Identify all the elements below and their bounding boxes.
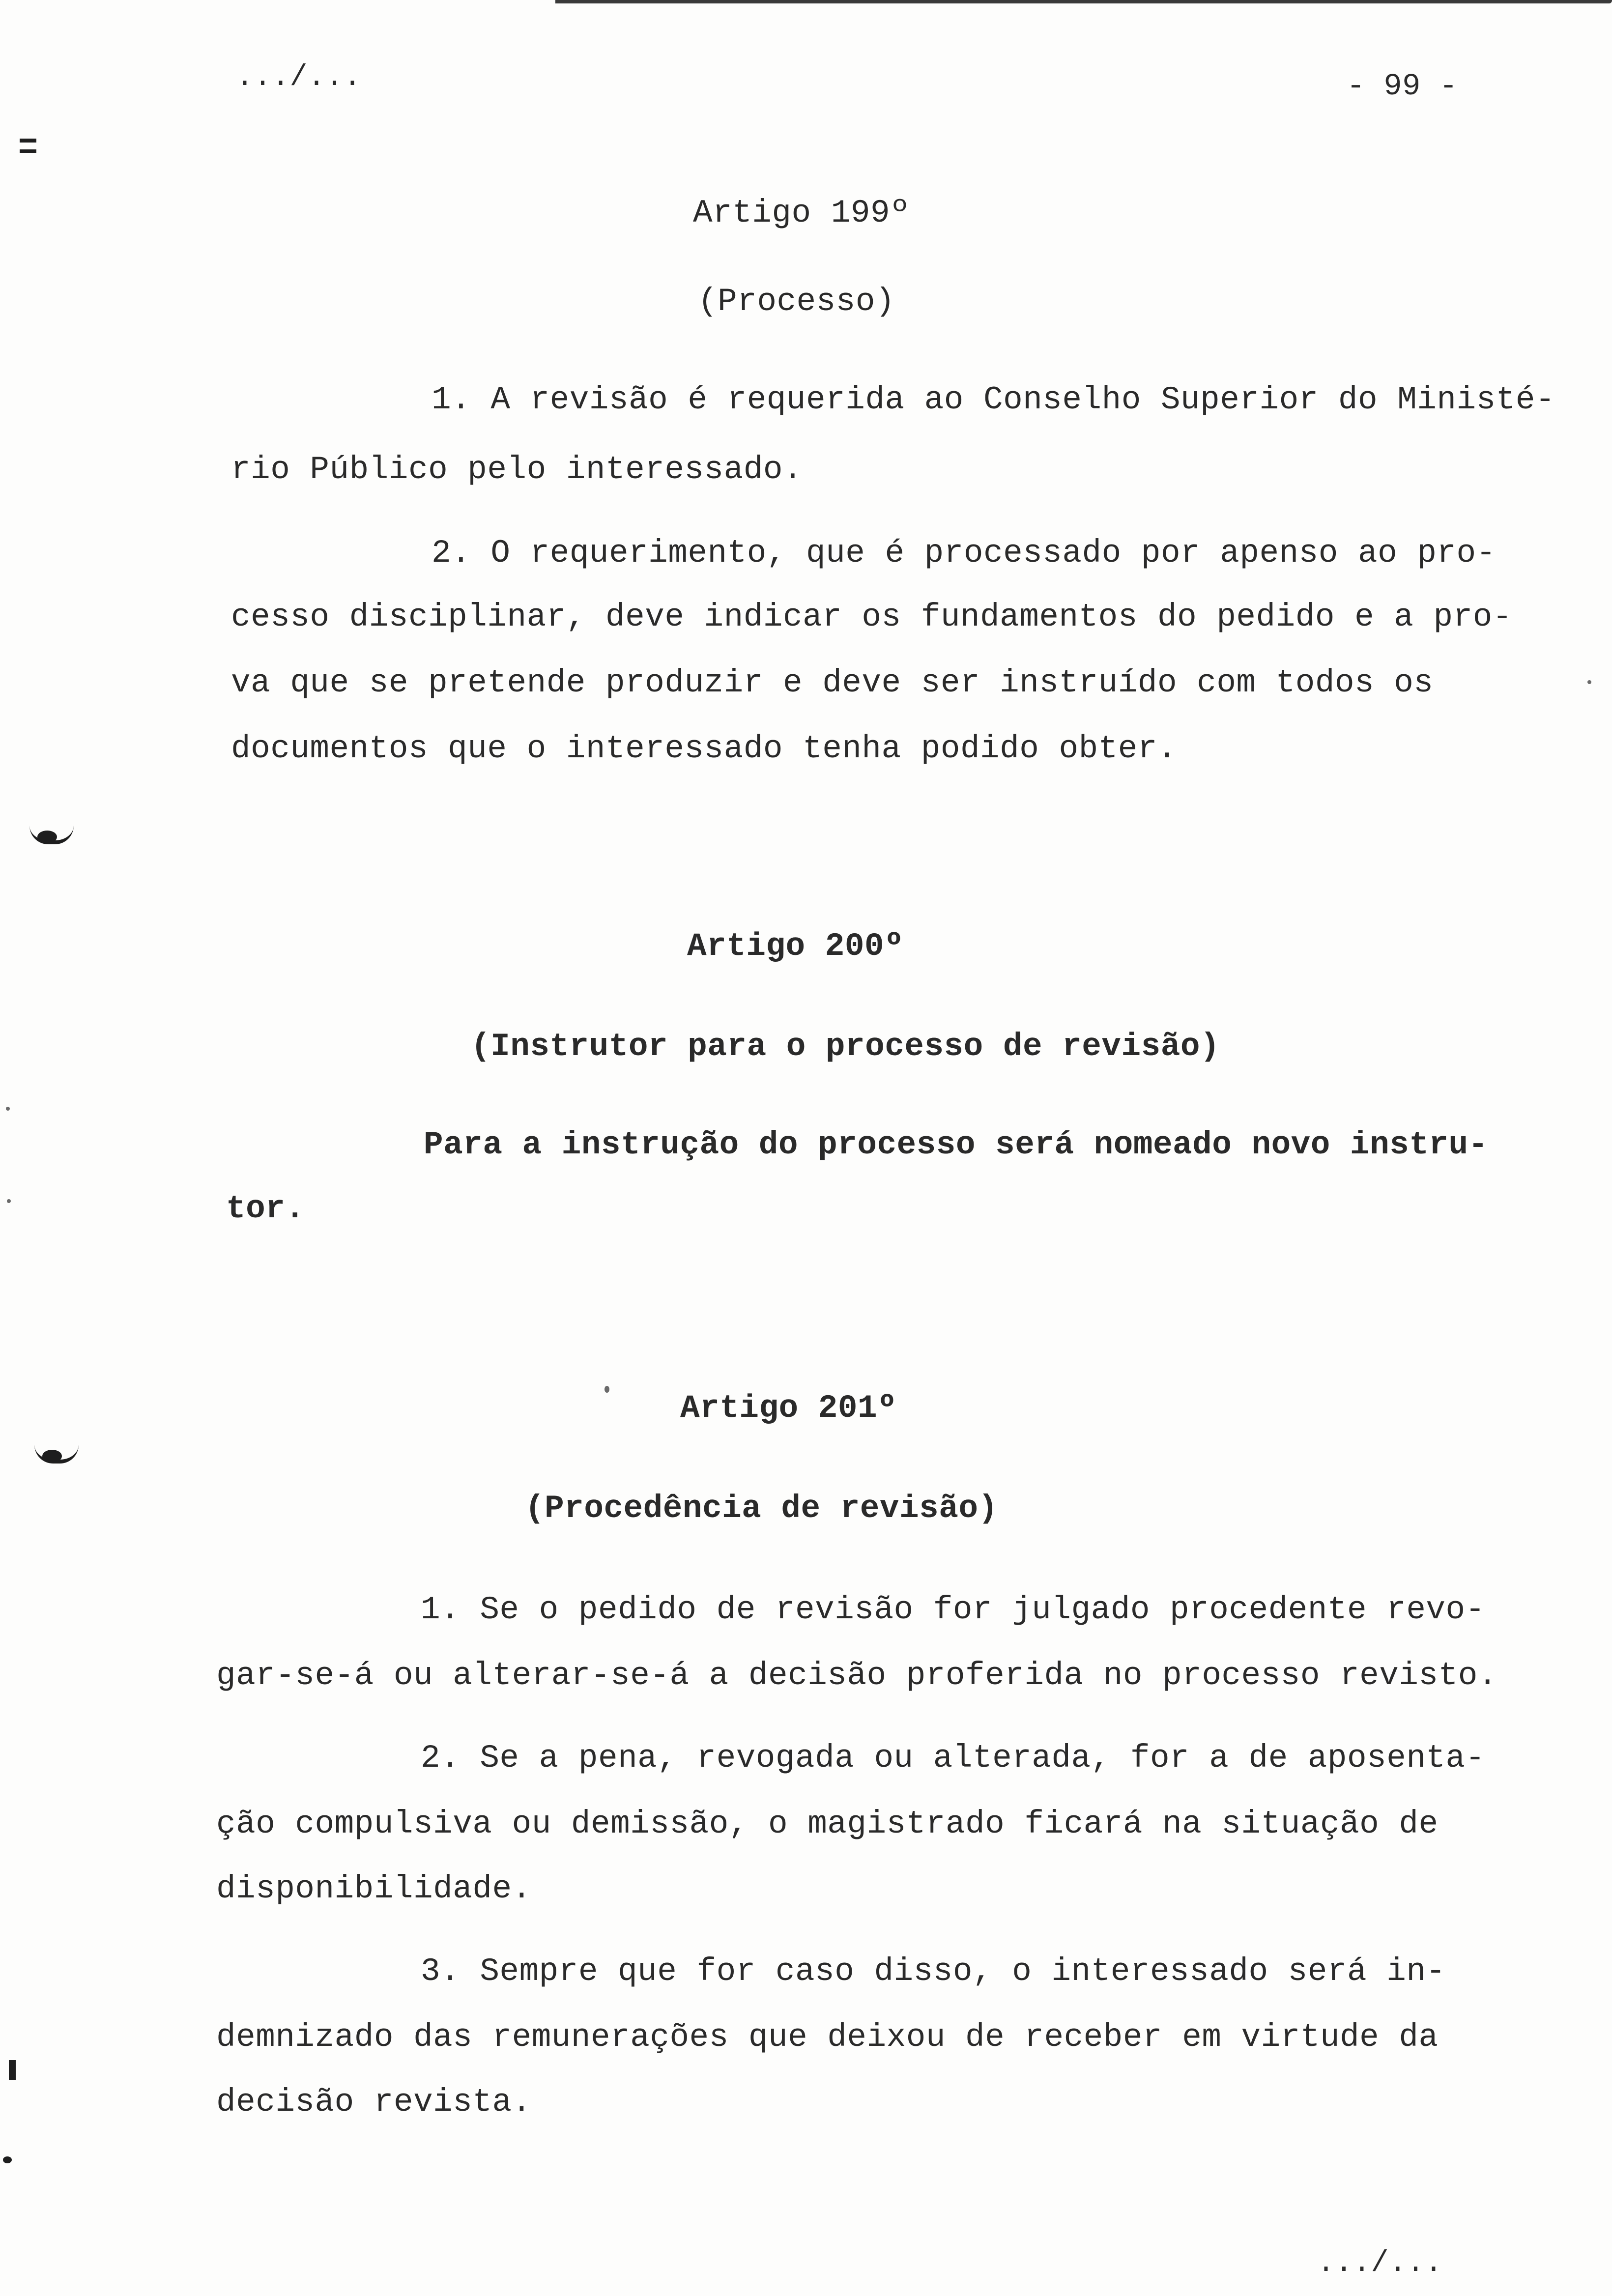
scan-speck (7, 1199, 11, 1203)
article-199-text-line: 1. A revisão é requerida ao Conselho Superior do Ministé- (432, 381, 1555, 418)
article-201-text-line: decisão revista. (216, 2084, 532, 2121)
scan-mark (9, 2060, 16, 2080)
article-201-text-line: 2. Se a pena, revogada ou alterada, for a de aposenta- (421, 1740, 1485, 1777)
page-number: - 99 - (1347, 69, 1458, 104)
article-201-subtitle: (Procedência de revisão) (525, 1490, 998, 1527)
scan-speck (6, 1107, 10, 1111)
article-199-text-line: va que se pretende produzir e deve ser instruído com todos os (231, 664, 1434, 701)
article-201-text-line: 1. Se o pedido de revisão for julgado procedente revo- (421, 1591, 1485, 1628)
article-199-text-line: 2. O requerimento, que é processado por apenso ao pro- (432, 535, 1496, 572)
article-200-text-line: Para a instrução do processo será nomeado novo instru- (424, 1126, 1488, 1163)
scan-mark (42, 1450, 62, 1463)
article-201-text-line: gar-se-á ou alterar-se-á a decisão proferida no processo revisto. (216, 1657, 1497, 1694)
article-199-text-line: documentos que o interessado tenha podido obter. (231, 730, 1178, 767)
article-201-text-line: demnizado das remunerações que deixou de receber em virtude da (216, 2019, 1439, 2056)
article-200-subtitle: (Instrutor para o processo de revisão) (471, 1028, 1220, 1065)
article-199-text-line: rio Público pelo interessado. (231, 451, 803, 488)
article-199-title: Artigo 199º (693, 195, 910, 231)
article-201-text-line: ção compulsiva ou demissão, o magistrado ficará na situação de (216, 1806, 1439, 1842)
scan-speck (1587, 680, 1591, 684)
scan-mark (20, 139, 36, 143)
article-200-title: Artigo 200º (687, 928, 904, 965)
scan-mark (20, 149, 36, 153)
scan-mark (37, 831, 57, 843)
continuation-marker-top: .../... (236, 61, 362, 94)
article-199-subtitle: (Processo) (698, 283, 895, 320)
scan-mark (3, 2156, 12, 2163)
article-199-text-line: cesso disciplinar, deve indicar os fundamentos do pedido e a pro- (231, 599, 1512, 635)
continuation-marker-bottom: .../... (1317, 2247, 1443, 2280)
article-200-text-line: tor. (226, 1190, 305, 1227)
article-201-text-line: disponibilidade. (216, 1870, 532, 1907)
top-rule (555, 0, 1612, 3)
article-201-title: Artigo 201º (680, 1390, 897, 1427)
article-201-text-line: 3. Sempre que for caso disso, o interessado será in- (421, 1953, 1446, 1990)
scan-speck (604, 1386, 609, 1393)
